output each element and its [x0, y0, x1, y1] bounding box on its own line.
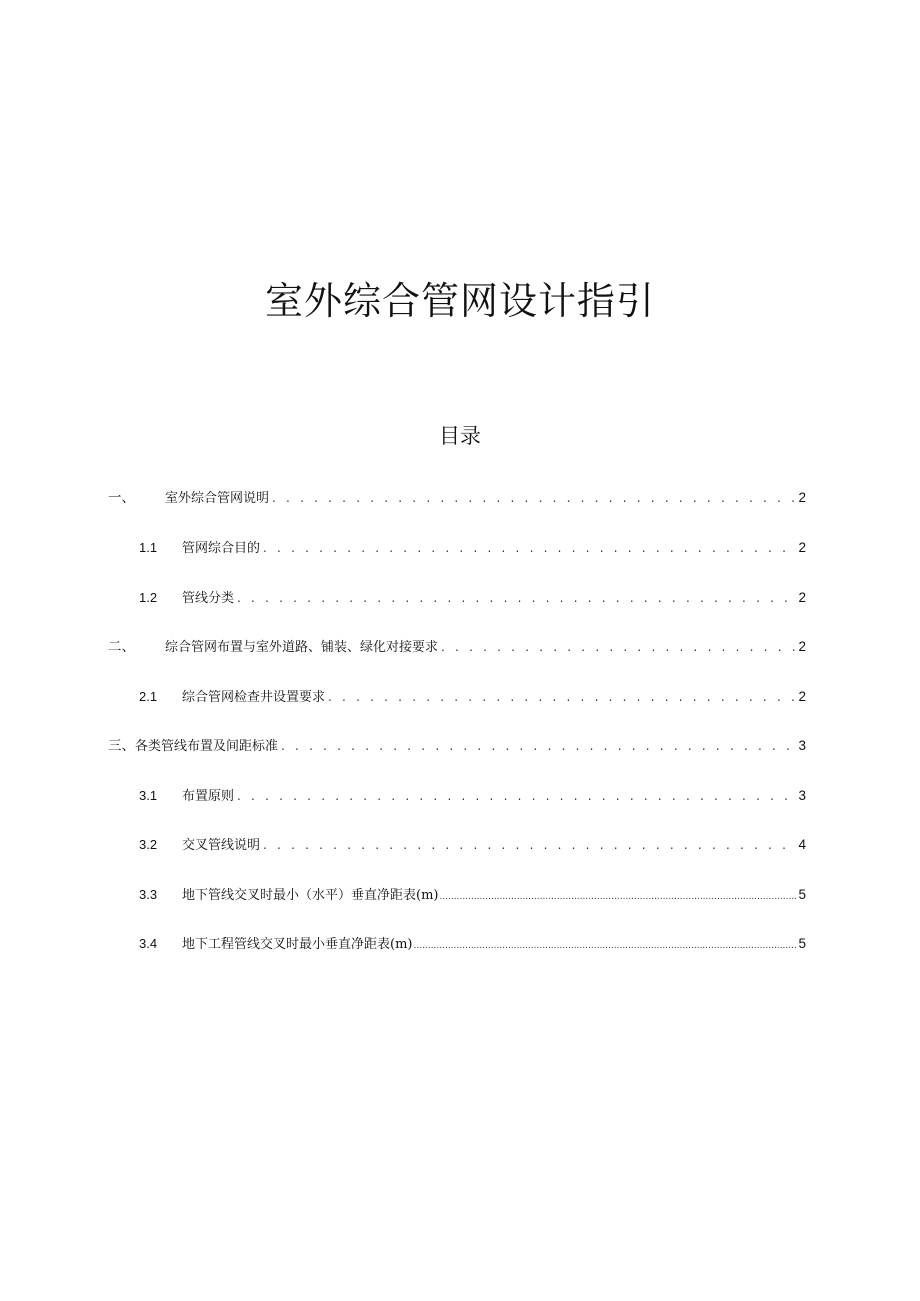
- toc-entry-3-4[interactable]: [108, 935, 806, 955]
- toc-entry-text: 各类管线布置及间距标准: [135, 739, 279, 754]
- toc-entry-page: 2: [798, 689, 806, 704]
- toc-heading: 目录: [439, 424, 481, 448]
- toc-leader-dots: [439, 886, 797, 906]
- toc-entry-page: 4: [798, 837, 806, 852]
- document-title: 室外综合管网设计指引: [264, 279, 655, 323]
- toc-entry-text: 地下管线交叉时最小（水平）垂直净距表(m): [182, 888, 439, 903]
- toc-entry-3[interactable]: [108, 737, 806, 756]
- toc-entry-page: 5: [798, 936, 806, 951]
- toc-entry-3-2[interactable]: [108, 836, 806, 855]
- toc-entry-1[interactable]: [108, 489, 806, 508]
- toc-leader-dots: [413, 935, 797, 955]
- toc-entry-number: 2.1: [139, 689, 158, 704]
- toc-entry-1-2[interactable]: [108, 589, 806, 608]
- toc-leader-dots: [328, 688, 795, 706]
- toc-entry-page: 2: [798, 490, 806, 505]
- toc-leader-dots: [237, 589, 795, 607]
- toc-entry-number: 三、: [108, 738, 135, 753]
- toc-entry-text: 管网综合目的: [182, 541, 261, 556]
- toc-entry-text: 地下工程管线交叉时最小垂直净距表(m): [182, 937, 413, 952]
- toc-entry-text: 布置原则: [182, 789, 235, 804]
- toc-entry-2[interactable]: [108, 638, 806, 657]
- toc-entry-number: 3.2: [139, 837, 158, 852]
- toc-entry-text: 综合管网布置与室外道路、铺装、绿化对接要求: [165, 640, 439, 655]
- toc-entry-3-3[interactable]: [108, 886, 806, 906]
- toc-entry-number: 二、: [108, 639, 135, 654]
- toc-entry-page: 3: [798, 788, 806, 803]
- toc-leader-dots: [441, 638, 795, 656]
- toc-entry-page: 2: [798, 540, 806, 555]
- toc-leader-dots: [272, 489, 795, 507]
- toc-entry-page: 2: [798, 639, 806, 654]
- toc-entry-number: 1.1: [139, 540, 158, 555]
- toc-entry-text: 交叉管线说明: [182, 838, 261, 853]
- toc-leader-dots: [281, 737, 795, 755]
- toc-entry-2-1[interactable]: [108, 688, 806, 707]
- toc-leader-dots: [237, 787, 795, 805]
- toc-entry-text: 室外综合管网说明: [165, 491, 270, 506]
- toc-leader-dots: [263, 539, 795, 557]
- toc-entry-3-1[interactable]: [108, 787, 806, 806]
- toc-entry-number: 3.1: [139, 788, 158, 803]
- toc-entry-1-1[interactable]: [108, 539, 806, 558]
- toc-entry-number: 3.4: [139, 936, 158, 951]
- toc-entry-text: 管线分类: [182, 591, 235, 606]
- toc-leader-dots: [263, 836, 795, 854]
- toc-entry-page: 3: [798, 738, 806, 753]
- toc-entry-page: 5: [798, 887, 806, 902]
- toc-entry-text: 综合管网检查井设置要求: [182, 690, 326, 705]
- toc-entry-number: 一、: [108, 490, 135, 505]
- toc-entry-number: 3.3: [139, 887, 158, 902]
- toc-entry-page: 2: [798, 590, 806, 605]
- toc-entry-number: 1.2: [139, 590, 158, 605]
